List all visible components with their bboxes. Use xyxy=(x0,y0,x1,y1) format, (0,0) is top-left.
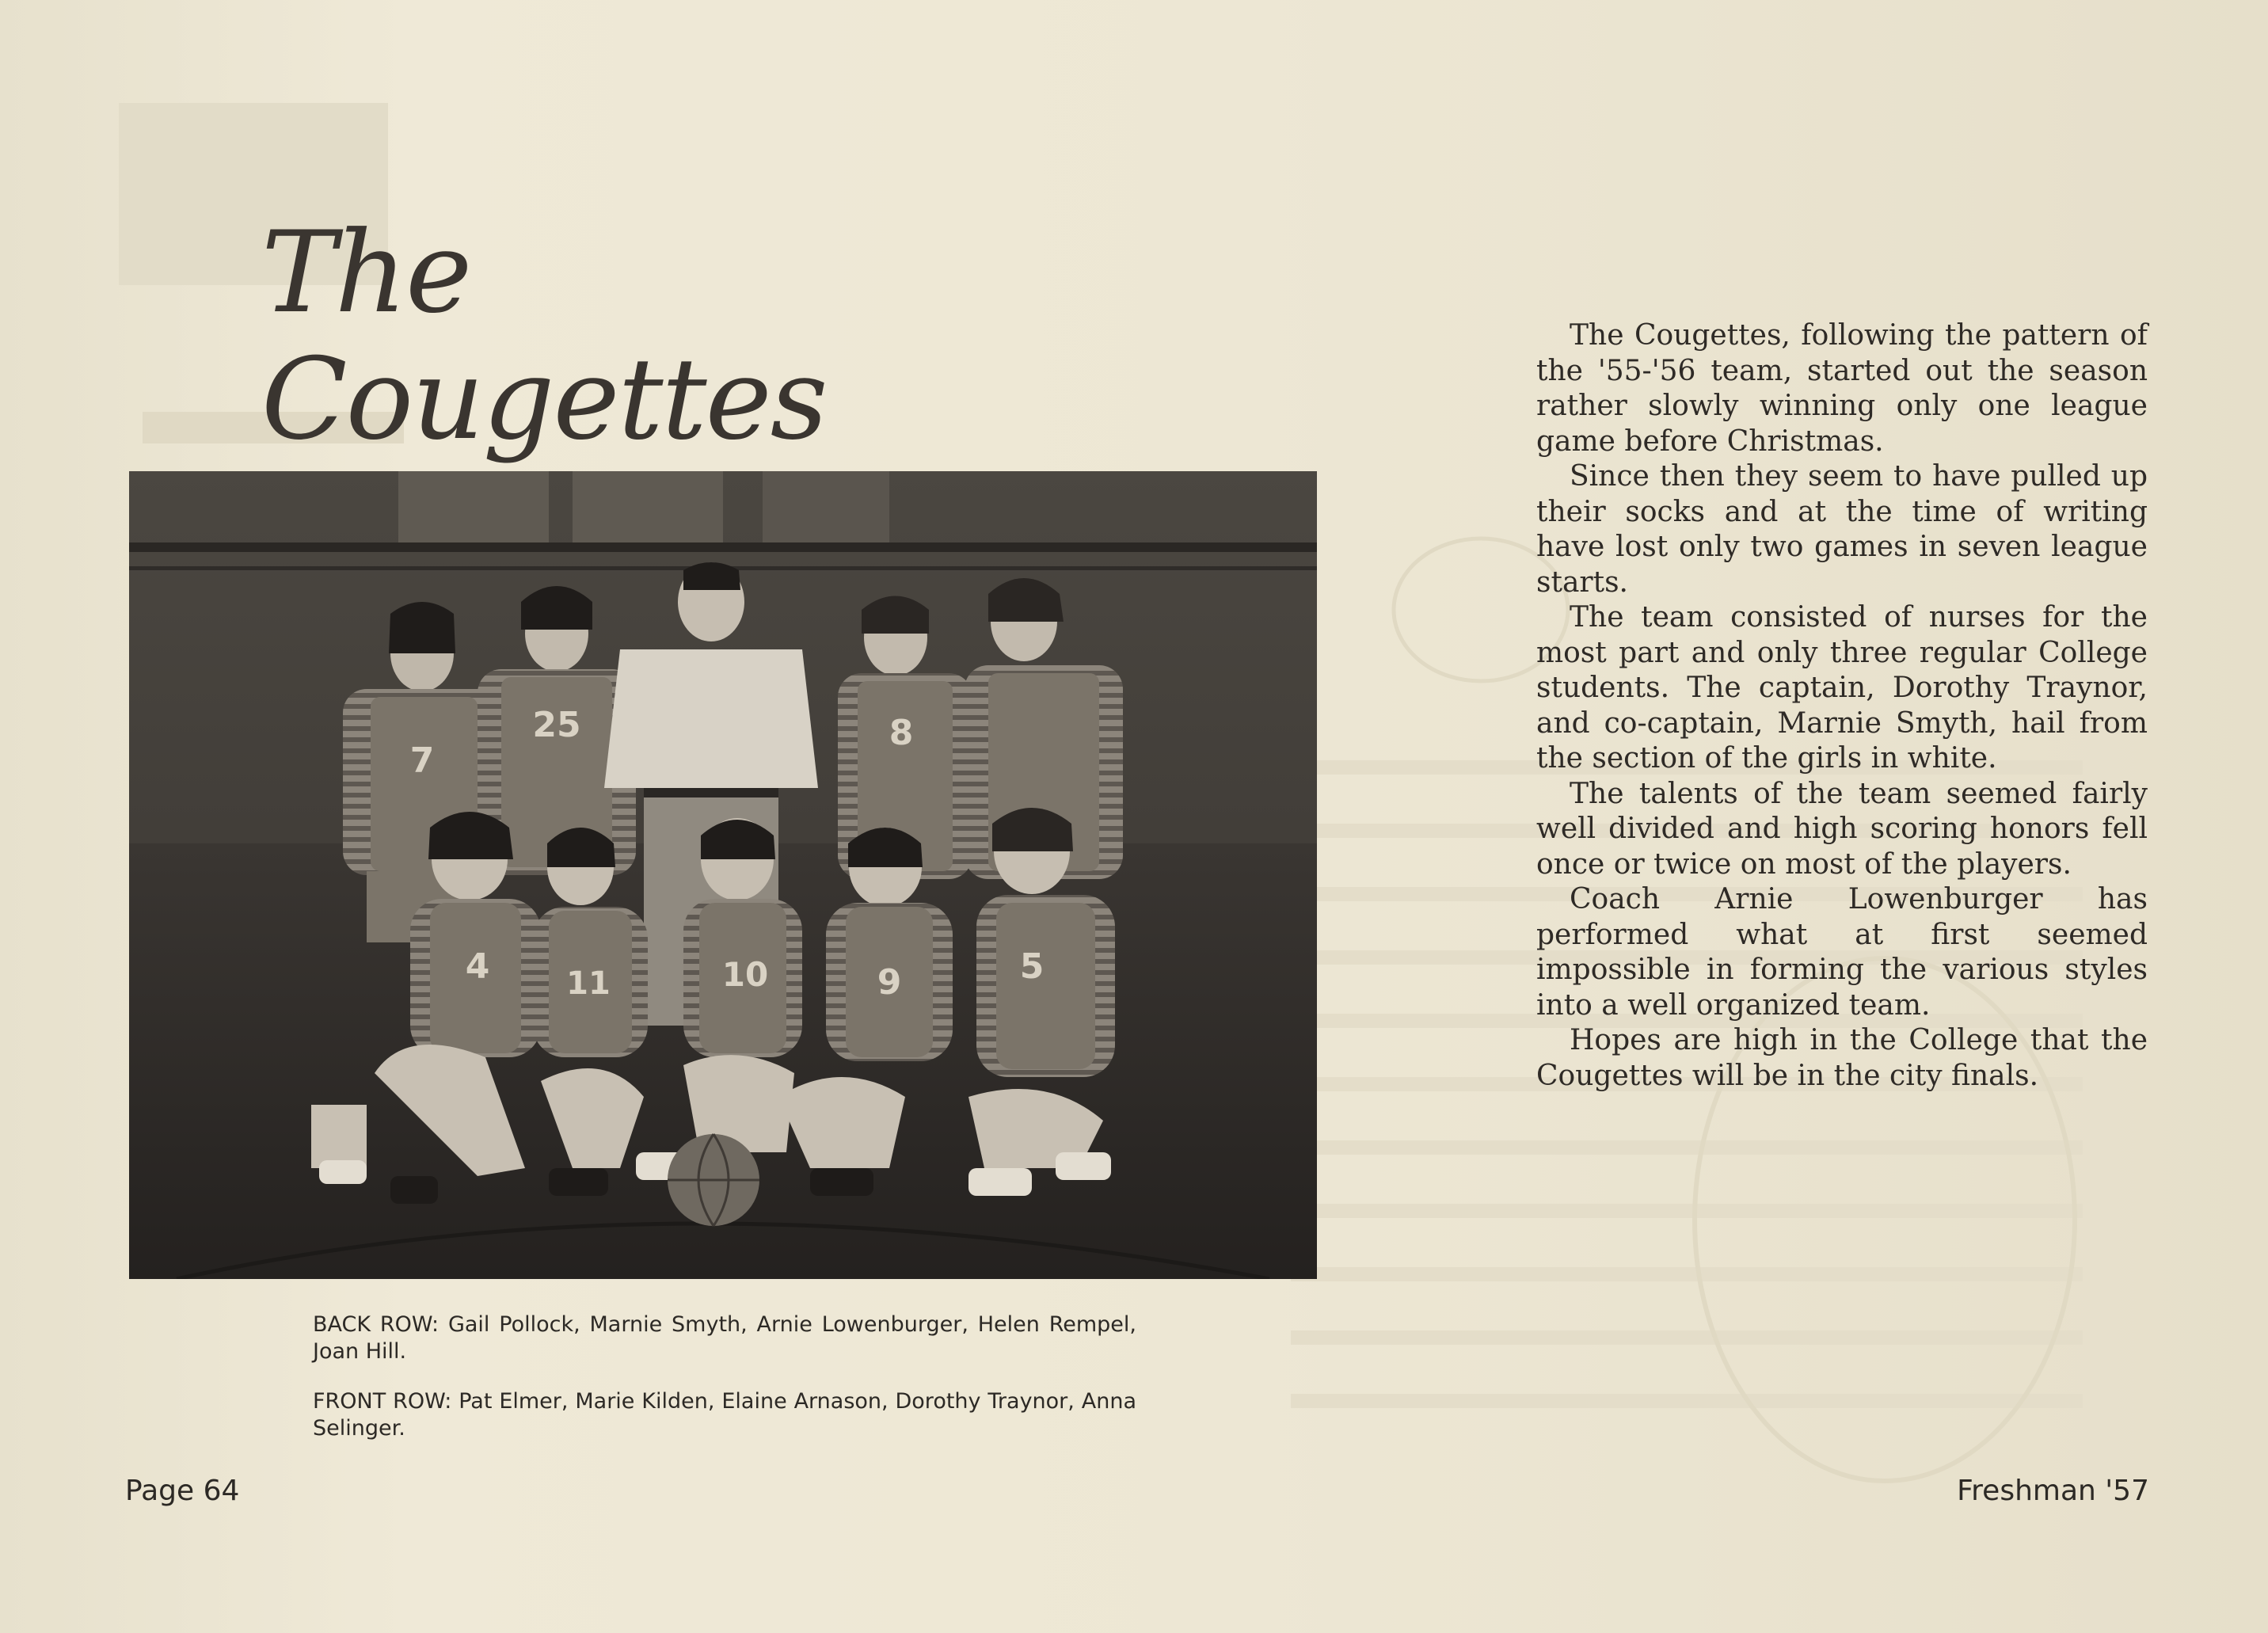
article-paragraph: The Cougettes, following the pattern of the '55-'56 team, started out the season rather slowly winning only one league game before Christmas. xyxy=(1536,319,2148,458)
article-paragraph: Coach Arnie Lowenburger has performed what at first seemed impossible in forming the various styles into a well organized team. xyxy=(1536,883,2148,1022)
article-body xyxy=(1536,318,2148,1094)
caption-back-row: BACK ROW: Gail Pollock, Marnie Smyth, Arnie Lowenburger, Helen Rempel, Joan Hill. xyxy=(313,1312,1136,1364)
page-number: Page 64 xyxy=(125,1475,240,1507)
jersey-number-10: 10 xyxy=(721,955,769,994)
publication-name: Freshman '57 xyxy=(1957,1475,2149,1507)
jersey-number-25: 25 xyxy=(532,705,581,745)
page-title: The Cougettes xyxy=(261,207,827,465)
jersey-number-11: 11 xyxy=(566,965,611,1002)
jersey-number-8: 8 xyxy=(889,713,914,753)
article-paragraph: The team consisted of nurses for the most part and only three regular College students. The captain, Dorothy Traynor, and co-captain, Marnie Smyth, hail from the section of the girls in white. xyxy=(1536,601,2148,775)
article-paragraph: Since then they seem to have pulled up their socks and at the time of writing have lost only two games in seven league starts. xyxy=(1536,460,2148,599)
jersey-number-4: 4 xyxy=(465,946,490,987)
article-paragraph: Hopes are high in the College that the Cougettes will be in the city finals. xyxy=(1536,1024,2148,1092)
caption-front-row: FRONT ROW: Pat Elmer, Marie Kilden, Elaine Arnason, Dorothy Traynor, Anna Selinger. xyxy=(313,1389,1136,1441)
jersey-number-7: 7 xyxy=(409,740,435,781)
jersey-number-9: 9 xyxy=(877,962,902,1003)
team-photo-svg xyxy=(129,471,1317,1279)
team-photo xyxy=(129,471,1317,1279)
article-paragraph: The talents of the team seemed fairly well divided and high scoring honors fell once or twice on most of the players. xyxy=(1536,777,2148,881)
jersey-number-5: 5 xyxy=(1019,946,1045,987)
